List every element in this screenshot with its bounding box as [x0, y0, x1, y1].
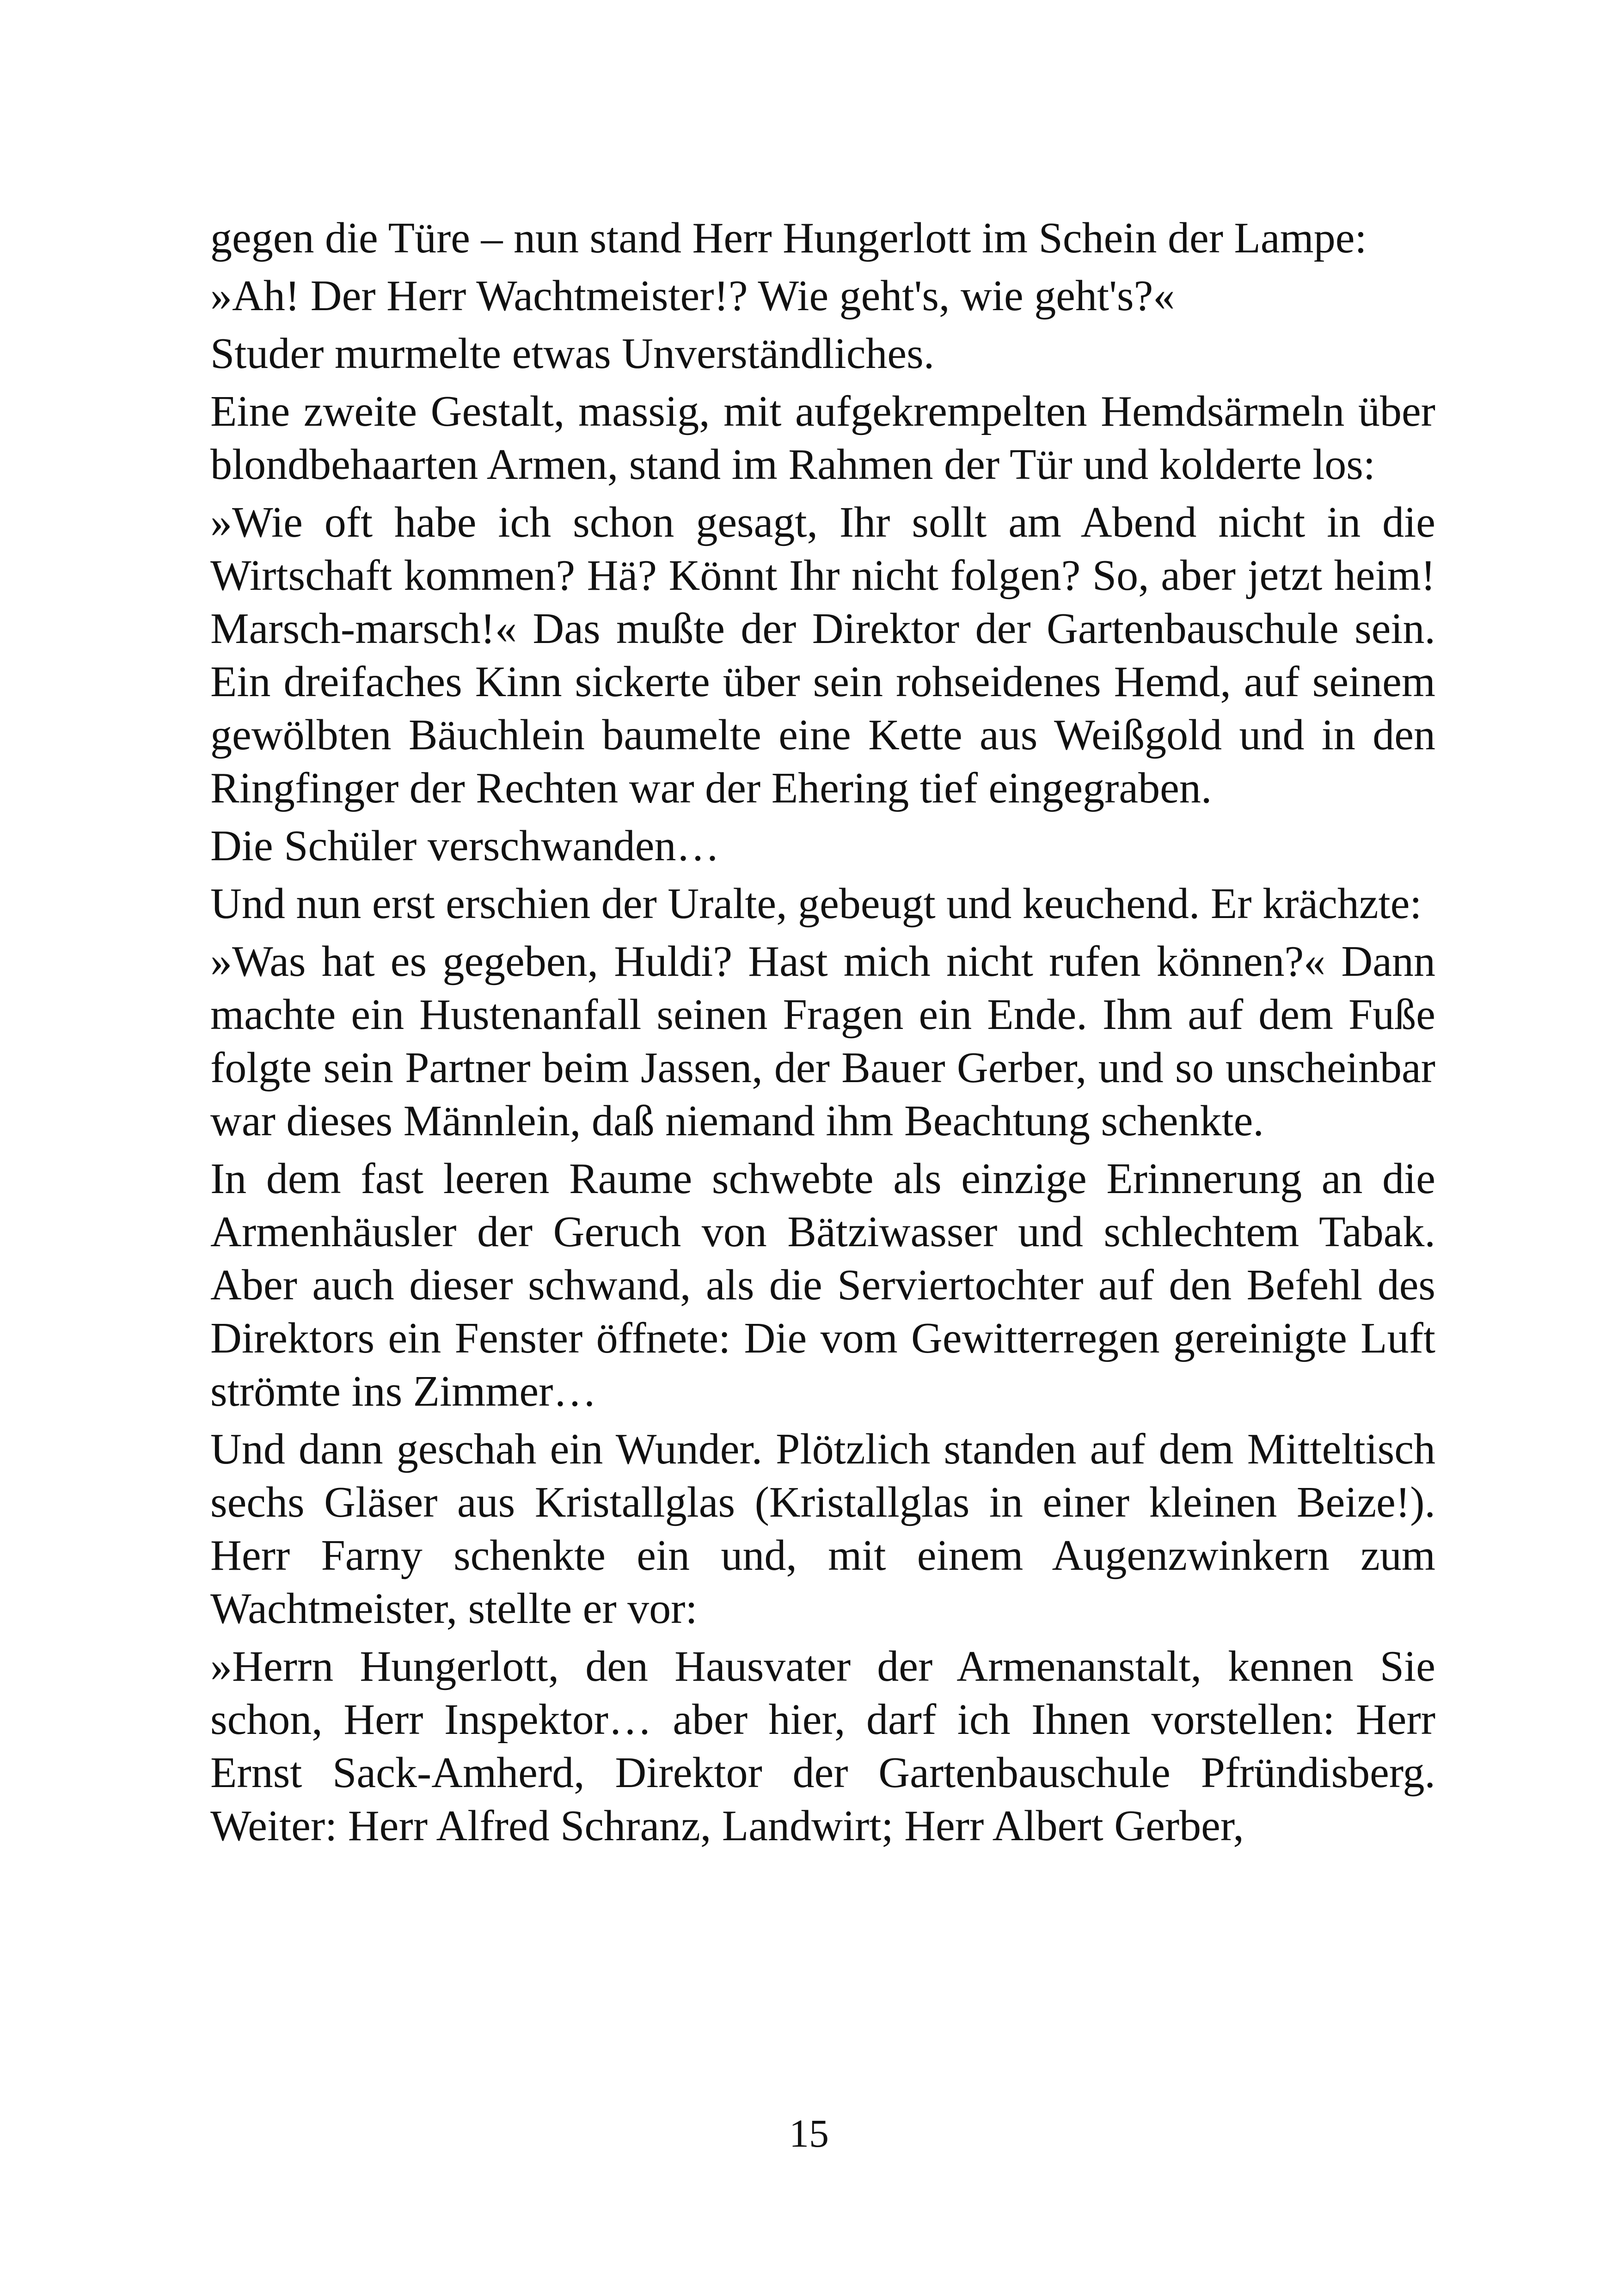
paragraph-10: Und dann geschah ein Wunder. Plötzlich standen auf dem Mitteltisch sechs Gläser aus Kristallglas (Kristallglas in einer kleinen Beize!). Herr Farny schenkte ein und, mit einem Augenzwinkern zum Wachtmeister, stellte er vor: [210, 1425, 1435, 1633]
paragraph-3: Studer murmelte etwas Unverständliches. [210, 330, 935, 378]
paragraph-9: In dem fast leeren Raume schwebte als einzige Erinnerung an die Armenhäusler der Geruch von Bätziwasser und schlechtem Tabak. Aber auch dieser schwand, als die Serviertochter auf den Befehl des Direktors ein Fenster öffnete: Die vom Gewitterregen gereinigte Luft strömte ins Zimmer… [210, 1155, 1435, 1415]
page-number: 15 [789, 2111, 829, 2155]
paragraph-11: »Herrn Hungerlott, den Hausvater der Armenanstalt, kennen Sie schon, Herr Inspektor… aber hier, darf ich Ihnen vorstellen: Herr Ernst Sack-Amherd, Direktor der Gartenbauschule Pfründisberg. Weiter: Herr Alfred Schranz, Landwirt; Herr Albert Gerber, [210, 1642, 1435, 1850]
paragraph-1: gegen die Türe – nun stand Herr Hungerlott im Schein der Lampe: [210, 214, 1367, 262]
paragraph-5: »Wie oft habe ich schon gesagt, Ihr sollt am Abend nicht in die Wirtschaft kommen? Hä? Könnt Ihr nicht folgen? So, aber jetzt heim! Marsch-marsch!« Das mußte der Direktor der Gartenbauschule sein. Ein dreifaches Kinn sickerte über sein rohseidenes Hemd, auf seinem gewölbten Bäuchlein baumelte eine Kette aus Weißgold und in den Ringfinger der Rechten war der Ehering tief eingegraben. [210, 498, 1435, 812]
paragraph-2: »Ah! Der Herr Wachtmeister!? Wie geht's, wie geht's?« [210, 272, 1175, 320]
paragraph-4: Eine zweite Gestalt, massig, mit aufgekrempelten Hemdsärmeln über blondbehaarten Armen, stand im Rahmen der Tür und kolderte los: [210, 387, 1435, 489]
paragraph-6: Die Schüler verschwanden… [210, 822, 720, 870]
paragraph-8: »Was hat es gegeben, Huldi? Hast mich nicht rufen können?« Dann machte ein Hustenanfall seinen Fragen ein Ende. Ihm auf dem Fuße folgte sein Partner beim Jassen, der Bauer Gerber, und so unscheinbar war dieses Männlein, daß niemand ihm Beachtung schenkte. [210, 937, 1435, 1145]
paragraph-7: Und nun erst erschien der Uralte, gebeugt und keuchend. Er krächzte: [210, 880, 1422, 928]
body-text [210, 212, 1435, 1857]
